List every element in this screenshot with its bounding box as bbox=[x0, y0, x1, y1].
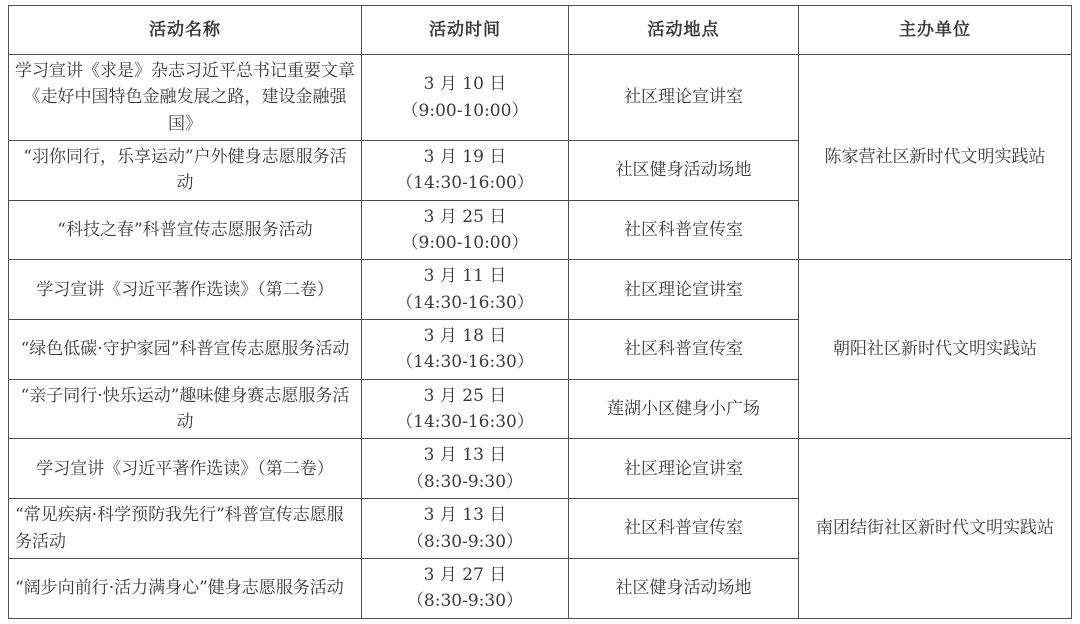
header-row bbox=[9, 6, 1072, 55]
activity-location-cell: 社区理论宣讲室 bbox=[569, 55, 799, 141]
activity-location-cell: 社区理论宣讲室 bbox=[569, 439, 799, 499]
organizer-cell: 朝阳社区新时代文明实践站 bbox=[799, 260, 1072, 439]
activity-hours: （8:30-9:30） bbox=[406, 471, 524, 492]
header-activity-time: 活动时间 bbox=[362, 6, 569, 55]
activity-time-cell bbox=[362, 200, 569, 260]
activity-time-cell bbox=[362, 379, 569, 439]
activity-location-cell: 社区科普宣传室 bbox=[569, 499, 799, 559]
activity-time-cell bbox=[362, 499, 569, 559]
organizer-cell: 陈家营社区新时代文明实践站 bbox=[799, 55, 1072, 260]
activity-date: 3 月 13 日 bbox=[423, 445, 507, 466]
activity-hours: （8:30-9:30） bbox=[406, 591, 524, 612]
activity-time-cell bbox=[362, 320, 569, 380]
activity-date: 3 月 10 日 bbox=[423, 74, 507, 95]
activity-date: 3 月 25 日 bbox=[423, 385, 507, 406]
activity-hours: （14:30-16:30） bbox=[396, 352, 534, 373]
activity-name-cell: “常见疾病·科学预防我先行”科普宣传志愿服务活动 bbox=[9, 499, 362, 559]
activity-hours: （14:30-16:00） bbox=[396, 173, 534, 194]
activity-date: 3 月 27 日 bbox=[423, 564, 507, 585]
header-activity-name: 活动名称 bbox=[9, 6, 362, 55]
activity-time-cell bbox=[362, 558, 569, 618]
activity-time-cell bbox=[362, 55, 569, 141]
activity-location-cell: 社区健身活动场地 bbox=[569, 558, 799, 618]
activity-name-cell: 学习宣讲《习近平著作选读》（第二卷） bbox=[9, 260, 362, 320]
header-activity-location: 活动地点 bbox=[569, 6, 799, 55]
activity-name-cell: “亲子同行·快乐运动”趣味健身赛志愿服务活动 bbox=[9, 379, 362, 439]
activity-schedule-table bbox=[8, 5, 1072, 619]
activity-date: 3 月 11 日 bbox=[423, 266, 507, 287]
table-row bbox=[9, 260, 1072, 320]
activity-name-cell: 学习宣讲《习近平著作选读》（第二卷） bbox=[9, 439, 362, 499]
activity-hours: （8:30-9:30） bbox=[406, 531, 524, 552]
table-body bbox=[9, 55, 1072, 619]
activity-name-cell: “羽你同行，乐享运动”户外健身志愿服务活动 bbox=[9, 141, 362, 201]
organizer-cell: 南团结街社区新时代文明实践站 bbox=[799, 439, 1072, 618]
activity-name-cell: “绿色低碳·守护家园”科普宣传志愿服务活动 bbox=[9, 320, 362, 380]
activity-time-cell bbox=[362, 141, 569, 201]
activity-location-cell: 社区科普宣传室 bbox=[569, 320, 799, 380]
activity-location-cell: 莲湖小区健身小广场 bbox=[569, 379, 799, 439]
header-organizer: 主办单位 bbox=[799, 6, 1072, 55]
activity-date: 3 月 18 日 bbox=[423, 326, 507, 347]
activity-hours: （14:30-16:30） bbox=[396, 412, 534, 433]
activity-hours: （9:00-10:00） bbox=[401, 100, 529, 121]
activity-location-cell: 社区科普宣传室 bbox=[569, 200, 799, 260]
activity-name-cell: “科技之春”科普宣传志愿服务活动 bbox=[9, 200, 362, 260]
activity-date: 3 月 19 日 bbox=[423, 147, 507, 168]
activity-name-cell: 学习宣讲《求是》杂志习近平总书记重要文章《走好中国特色金融发展之路，建设金融强国》 bbox=[9, 55, 362, 141]
activity-hours: （9:00-10:00） bbox=[401, 233, 529, 254]
activity-date: 3 月 25 日 bbox=[423, 206, 507, 227]
activity-time-cell bbox=[362, 260, 569, 320]
activity-location-cell: 社区健身活动场地 bbox=[569, 141, 799, 201]
activity-time-cell bbox=[362, 439, 569, 499]
activity-date: 3 月 13 日 bbox=[423, 505, 507, 526]
activity-location-cell: 社区理论宣讲室 bbox=[569, 260, 799, 320]
table-row bbox=[9, 55, 1072, 141]
activity-hours: （14:30-16:30） bbox=[396, 292, 534, 313]
activity-name-cell: “阔步向前行·活力满身心”健身志愿服务活动 bbox=[9, 558, 362, 618]
table-row bbox=[9, 439, 1072, 499]
